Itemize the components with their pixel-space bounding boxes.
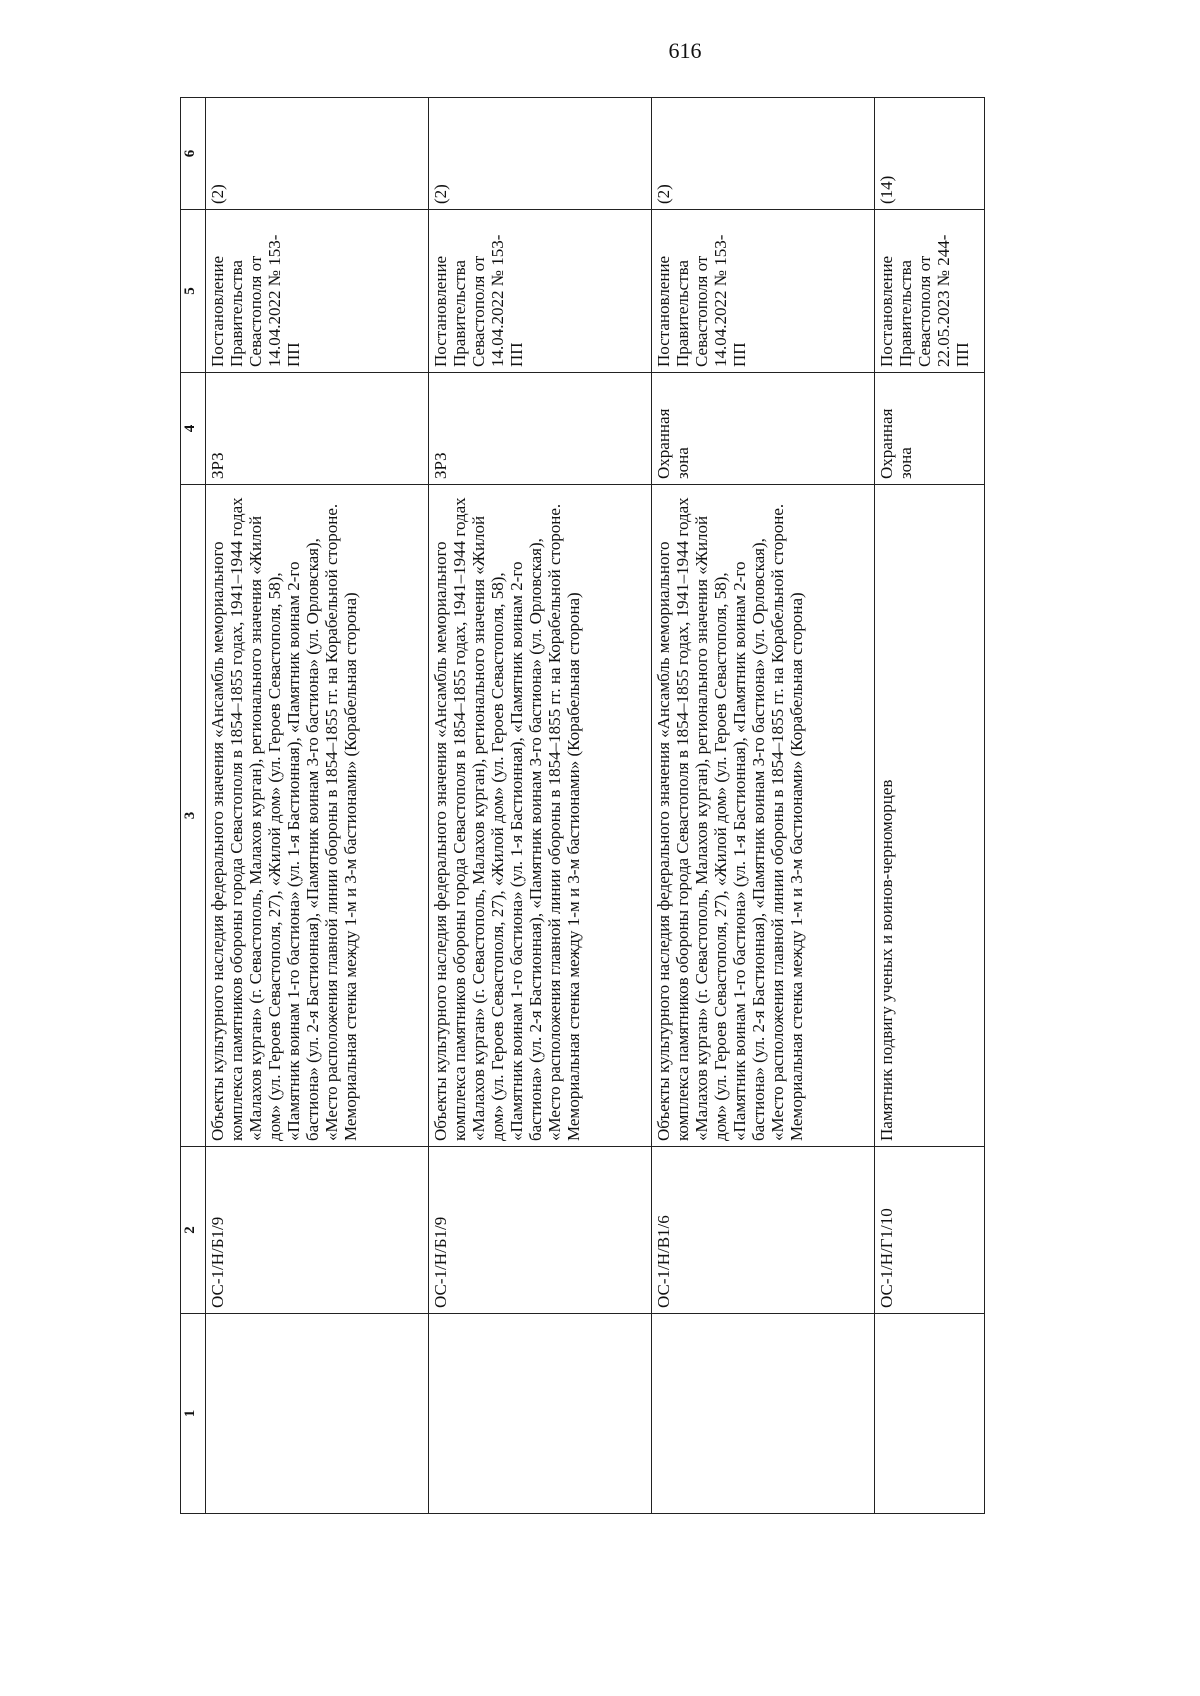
cell-number: [206, 1314, 429, 1514]
cell-zone-type: ЗРЗ: [428, 373, 651, 485]
cell-object-description: Объекты культурного наследия федерального значения «Ансамбль мемориального комплекса памятников обороны города Севастополя в 1854–1855 годах, 1941–1944 годах «Малахов курган» (г. Севастополь, Малахов курган), регионального значения «Жилой дом» (ул. Героев Севастополя, 27), «Жилой дом» (ул. Героев Севастополя, 58), «Памятник воинам 1-го бастиона» (ул. 1-я Бастионная), «Памятник воинам 2-го бастиона» (ул. 2-я Бастионная), «Памятник воинам 3-го бастиона» (ул. Орловская), «Место расположения главной линии обороны в 1854–1855 гг. на Корабельной стороне. Мемориальная стенка между 1-м и 3-м бастионами» (Корабельная сторона): [651, 485, 874, 1147]
cell-resolution: Постановление Правительства Севастополя от 14.04.2022 № 153-ПП: [206, 210, 429, 373]
table-header-cell: 6: [181, 98, 206, 210]
cell-object-description: Памятник подвигу ученых и воинов-черноморцев: [874, 485, 984, 1147]
cell-object-description: Объекты культурного наследия федерального значения «Ансамбль мемориального комплекса памятников обороны города Севастополя в 1854–1855 годах, 1941–1944 годах «Малахов курган» (г. Севастополь, Малахов курган), регионального значения «Жилой дом» (ул. Героев Севастополя, 27), «Жилой дом» (ул. Героев Севастополя, 58), «Памятник воинам 1-го бастиона» (ул. 1-я Бастионная), «Памятник воинам 2-го бастиона» (ул. 2-я Бастионная), «Памятник воинам 3-го бастиона» (ул. Орловская), «Место расположения главной линии обороны в 1854–1855 гг. на Корабельной стороне. Мемориальная стенка между 1-м и 3-м бастионами» (Корабельная сторона): [428, 485, 651, 1147]
page-number: 616: [668, 38, 702, 63]
cell-resolution: Постановление Правительства Севастополя от 14.04.2022 № 153-ПП: [428, 210, 651, 373]
cell-zone-type: ЗРЗ: [206, 373, 429, 485]
cell-zone-type: Охранная зона: [651, 373, 874, 485]
table-header-row: [181, 98, 206, 1514]
table-row: [874, 98, 984, 1514]
cell-resolution: Постановление Правительства Севастополя от 22.05.2023 № 244-ПП: [874, 210, 984, 373]
table-container: [180, 98, 985, 1514]
table-header-cell: 1: [181, 1314, 206, 1514]
table-header-cell: 5: [181, 210, 206, 373]
cell-object-description: Объекты культурного наследия федерального значения «Ансамбль мемориального комплекса памятников обороны города Севастополя в 1854–1855 годах, 1941–1944 годах «Малахов курган» (г. Севастополь, Малахов курган), регионального значения «Жилой дом» (ул. Героев Севастополя, 27), «Жилой дом» (ул. Героев Севастополя, 58), «Памятник воинам 1-го бастиона» (ул. 1-я Бастионная), «Памятник воинам 2-го бастиона» (ул. 2-я Бастионная), «Памятник воинам 3-го бастиона» (ул. Орловская), «Место расположения главной линии обороны в 1854–1855 гг. на Корабельной стороне. Мемориальная стенка между 1-м и 3-м бастионами» (Корабельная сторона): [206, 485, 429, 1147]
cell-note: (2): [206, 98, 429, 210]
cell-code: ОС-1/Н/Б1/9: [206, 1147, 429, 1314]
table-header-cell: 2: [181, 1147, 206, 1314]
table-header-cell: 4: [181, 373, 206, 485]
cell-code: ОС-1/Н/Б1/9: [428, 1147, 651, 1314]
table-row: [206, 98, 429, 1514]
cell-code: ОС-1/Н/Г1/10: [874, 1147, 984, 1314]
document-table: [180, 97, 985, 1514]
cell-note: (2): [428, 98, 651, 210]
cell-resolution: Постановление Правительства Севастополя от 14.04.2022 № 153-ПП: [651, 210, 874, 373]
table-row: [651, 98, 874, 1514]
cell-code: ОС-1/Н/В1/6: [651, 1147, 874, 1314]
cell-note: (2): [651, 98, 874, 210]
cell-note: (14): [874, 98, 984, 210]
cell-number: [651, 1314, 874, 1514]
cell-zone-type: Охранная зона: [874, 373, 984, 485]
cell-number: [874, 1314, 984, 1514]
table-row: [428, 98, 651, 1514]
cell-number: [428, 1314, 651, 1514]
table-header-cell: 3: [181, 485, 206, 1147]
